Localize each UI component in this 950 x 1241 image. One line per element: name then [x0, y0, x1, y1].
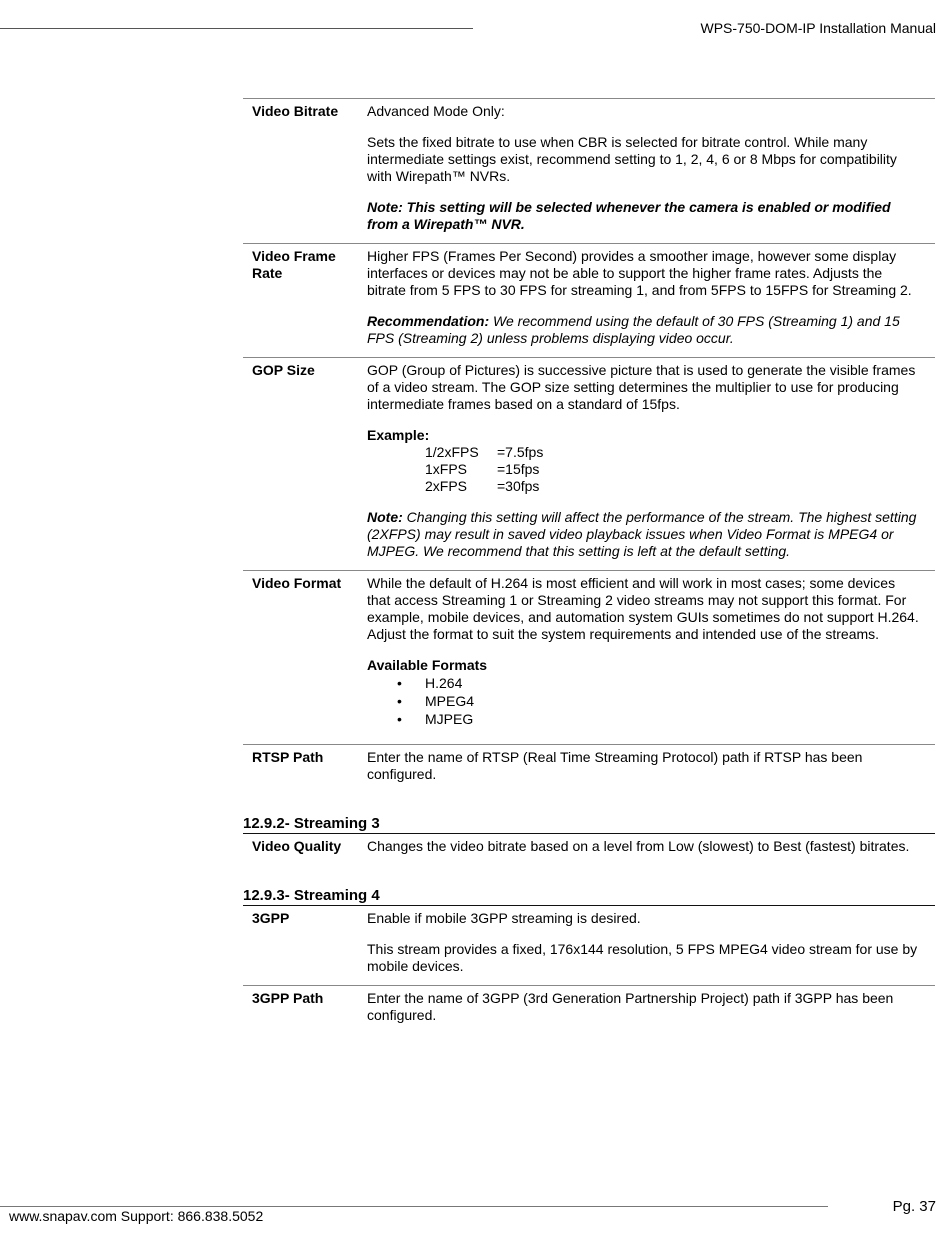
paragraph: Sets the fixed bitrate to use when CBR is selected for bitrate control. While many intermediate settings exist, recommend setting to 1, 2, 4, 6 or 8 Mbps for compatibility with Wirepath™ NVRs. — [367, 134, 897, 184]
footer-website-support: www.snapav.com Support: 866.838.5052 — [9, 1208, 264, 1224]
example-label: Example: — [367, 427, 430, 443]
list-item: • MPEG4 — [425, 692, 921, 710]
row-label: Video Bitrate — [252, 103, 339, 119]
row-description — [367, 575, 935, 734]
example-setting: 2xFPS — [425, 478, 468, 494]
paragraph: While the default of H.264 is most efficient and will work in most cases; some devices that access Streaming 1 or Streaming 2 video streams may not support this format. For example, mobile devices, and automation system GUIs sometimes do not support H.264. Adjust the format to suit the system requirements and intended use of the streams. — [367, 575, 919, 642]
paragraph: GOP (Group of Pictures) is successive picture that is used to generate the visible frames of a video stream. The GOP size setting determines the multiplier to use for producing intermediate frames based on a standard of 15fps. — [367, 362, 916, 412]
row-3gpp — [243, 905, 935, 985]
row-description — [367, 910, 935, 975]
recommendation-label: Recommendation: — [367, 313, 490, 329]
row-rtsp-path — [243, 744, 935, 793]
example-block — [367, 427, 921, 495]
row-video-quality — [243, 833, 935, 865]
row-label: GOP Size — [252, 362, 315, 378]
row-description — [367, 838, 935, 855]
row-description — [367, 248, 935, 347]
paragraph: Enter the name of RTSP (Real Time Streaming Protocol) path if RTSP has been configured. — [367, 749, 863, 782]
formats-label: Available Formats — [367, 657, 488, 673]
row-label: Video Frame Rate — [252, 248, 336, 281]
example-row — [425, 461, 543, 478]
row-description — [367, 103, 935, 233]
note-text: Changing this setting will affect the performance of the stream. The highest setting (2XFPS) may result in saved video playback issues when Video Format is MPEG4 or MJPEG. We recommend that this setting is left at the default setting. — [367, 509, 917, 559]
page-number: Pg. 37 — [892, 1198, 936, 1215]
example-value: =7.5fps — [497, 444, 544, 460]
note — [367, 509, 921, 560]
paragraph: Higher FPS (Frames Per Second) provides a smoother image, however some display interfaces or devices may not be able to support the higher frame rates. Adjusts the bitrate from 5 FPS to 30 FPS for streaming 1, and from 5FPS to 15FPS for Streaming 2. — [367, 248, 912, 298]
recommendation — [367, 313, 921, 347]
example-setting: 1/2xFPS — [425, 444, 479, 460]
paragraph: Advanced Mode Only: — [367, 103, 505, 119]
row-video-frame-rate — [243, 243, 935, 357]
note: Note: This setting will be selected whenever the camera is enabled or modified from a Wirepath™ NVR. — [367, 199, 891, 232]
example-setting: 1xFPS — [425, 461, 468, 477]
row-description — [367, 749, 935, 783]
paragraph: Enter the name of 3GPP (3rd Generation Partnership Project) path if 3GPP has been configured. — [367, 990, 894, 1023]
example-row — [425, 444, 543, 461]
section-title-streaming-3: 12.9.2- Streaming 3 — [243, 815, 380, 832]
example-value: =30fps — [497, 478, 540, 494]
row-label: RTSP Path — [252, 749, 324, 765]
settings-content — [243, 98, 935, 1034]
formats-list — [367, 674, 921, 728]
list-item: • MJPEG — [425, 710, 921, 728]
example-value: =15fps — [497, 461, 540, 477]
formats-block — [367, 657, 921, 734]
row-3gpp-path — [243, 985, 935, 1034]
footer-rule — [0, 1206, 828, 1207]
example-table — [425, 444, 543, 495]
row-label: Video Quality — [252, 838, 342, 854]
row-description — [367, 362, 935, 560]
paragraph: This stream provides a fixed, 176x144 resolution, 5 FPS MPEG4 video stream for use by mobile devices. — [367, 941, 918, 974]
row-video-bitrate — [243, 98, 935, 243]
row-description — [367, 990, 935, 1024]
example-row — [425, 478, 543, 495]
section-title-streaming-4: 12.9.3- Streaming 4 — [243, 887, 380, 904]
row-label: 3GPP — [252, 910, 290, 926]
manual-title: WPS-750-DOM-IP Installation Manual — [700, 20, 936, 36]
row-video-format — [243, 570, 935, 744]
list-item: • H.264 — [425, 674, 921, 692]
row-gop-size — [243, 357, 935, 570]
row-label: Video Format — [252, 575, 342, 591]
note-label: Note: — [367, 509, 403, 525]
row-label: 3GPP Path — [252, 990, 324, 1006]
paragraph: Changes the video bitrate based on a level from Low (slowest) to Best (fastest) bitrates. — [367, 838, 910, 854]
header-rule — [0, 28, 473, 29]
recommendation-text: We recommend using the default of 30 FPS (Streaming 1) and 15 FPS (Streaming 2) unless problems displaying video occur. — [367, 313, 900, 346]
paragraph: Enable if mobile 3GPP streaming is desired. — [367, 910, 641, 926]
